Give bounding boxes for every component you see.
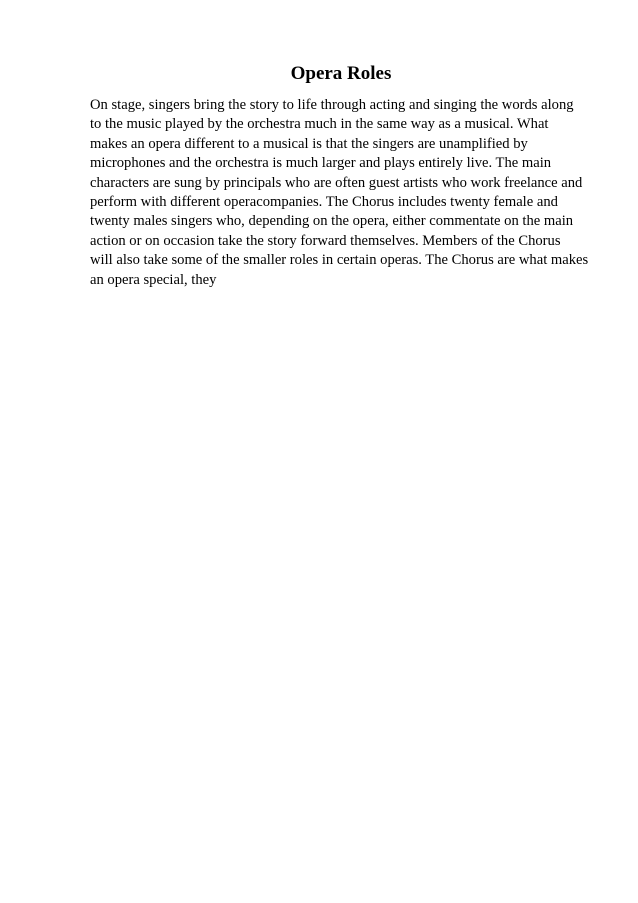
paragraph-line: microphones and the orchestra is much larger and plays entirely live. The main [90,155,552,172]
paragraph-line: an opera special, they [90,271,217,288]
paragraph-line: will also take some of the smaller roles in certain operas. The Chorus are what makes [90,252,589,269]
paragraph-line: perform with different operacompanies. The Chorus includes twenty female and [90,194,558,211]
paragraph-line: twenty males singers who, depending on the opera, either commentate on the main [90,213,574,230]
paragraph-line: On stage, singers bring the story to life through acting and singing the words along [90,97,574,113]
document-title: Opera Roles [290,63,392,84]
paragraph-line: characters are sung by principals who are often guest artists who work freelance and [90,174,583,191]
paragraph-line: makes an opera different to a musical is that the singers are unamplified by [90,135,528,152]
paragraph-line: to the music played by the orchestra much in the same way as a musical. What [90,116,549,133]
body-paragraph [90,96,610,290]
paragraph-line: action or on occasion take the story forward themselves. Members of the Chorus [90,232,561,249]
